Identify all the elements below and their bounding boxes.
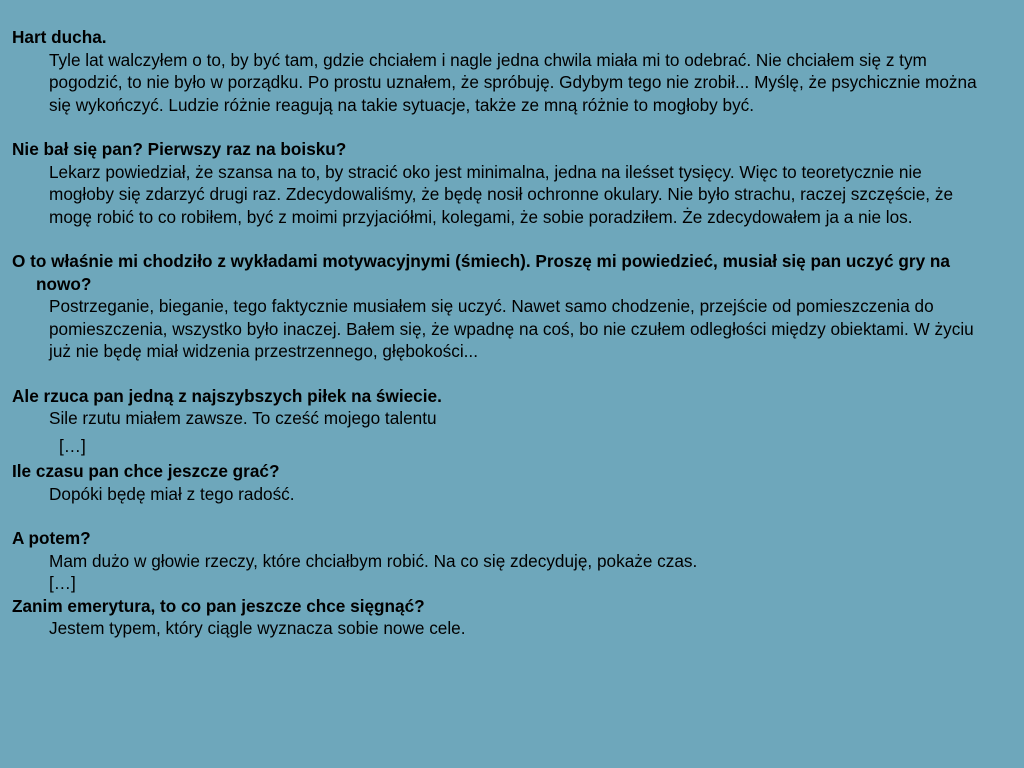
qa-block-2 <box>12 138 984 228</box>
answer-2: Lekarz powiedział, że szansa na to, by stracić oko jest minimalna, jedna na ileśset tysięcy. Więc to teoretycznie nie mogłoby się zdarzyć drugi raz. Zdecydowaliśmy, że będę nosił ochronne okulary. Nie było strachu, raczej szczęście, że mogę robić to co robiłem, być z moimi przyjaciółmi, kolegami, że sobie poradziłem. Że zdecydowałem ja a nie los. <box>49 161 954 227</box>
question-6: A potem? <box>12 528 91 548</box>
answer-4: Sile rzutu miałem zawsze. To cześć mojego talentu <box>49 408 437 428</box>
question-1: Hart ducha. <box>12 27 107 47</box>
question-3: O to właśnie mi chodziło z wykładami motywacyjnymi (śmiech). Proszę mi powiedzieć, musiał się pan uczyć gry na nowo? <box>12 251 950 294</box>
qa-block-1 <box>12 26 984 116</box>
answer-7: Jestem typem, który ciągle wyznacza sobie nowe cele. <box>49 618 466 638</box>
qa-block-3 <box>12 250 984 363</box>
question-2: Nie bał się pan? Pierwszy raz na boisku? <box>12 139 347 159</box>
answer-1: Tyle lat walczyłem o to, by być tam, gdzie chciałem i nagle jedna chwila miała mi to odebrać. Nie chciałem się z tym pogodzić, to nie było w porządku. Po prostu uznałem, że spróbuję. Gdybym tego nie zrobił... Myślę, że psychicznie można się wykończyć. Ludzie różnie reagują na takie sytuacje, także ze mną różnie to mogłoby być. <box>49 49 977 115</box>
answer-5: Dopóki będę miał z tego radość. <box>49 483 295 504</box>
omission-marker-2: […] <box>49 573 76 593</box>
answer-3: Postrzeganie, bieganie, tego faktycznie musiałem się uczyć. Nawet samo chodzenie, przejście od pomieszczenia do pomieszczenia, wszystko było inaczej. Bałem się, że wpadnę na coś, bo nie czułem odległości między obiektami. W życiu już nie będę miał widzenia przestrzennego, głębokości... <box>49 296 974 361</box>
qa-block-4 <box>12 385 984 458</box>
qa-block-5 <box>12 460 984 505</box>
qa-block-7 <box>12 595 984 640</box>
answer-6: Mam dużo w głowie rzeczy, które chciałbym robić. Na co się zdecyduję, pokaże czas. <box>49 550 698 571</box>
question-7: Zanim emerytura, to co pan jeszcze chce sięgnąć? <box>12 595 425 616</box>
qa-block-6 <box>12 527 984 595</box>
omission-marker-1: […] <box>59 435 86 456</box>
question-5: Ile czasu pan chce jeszcze grać? <box>12 461 280 481</box>
question-4: Ale rzuca pan jedną z najszybszych piłek na świecie. <box>12 385 442 406</box>
